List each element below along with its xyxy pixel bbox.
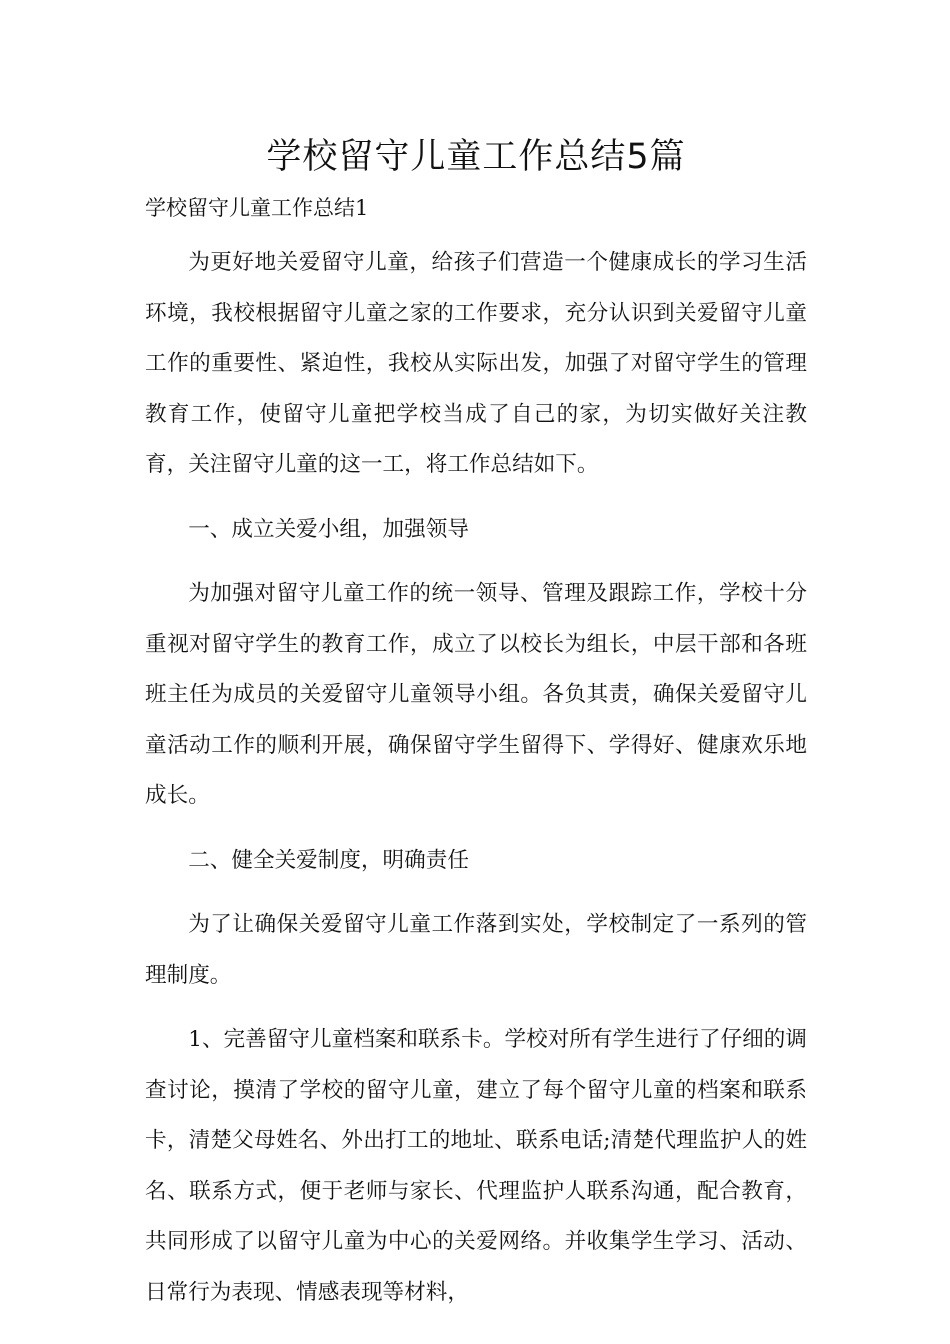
intro-paragraph: 为更好地关爱留守儿童，给孩子们营造一个健康成长的学习生活环境，我校根据留守儿童之家的工作要求，充分认识到关爱留守儿童工作的重要性、紧迫性，我校从实际出发，加强了对留守学生的管理教育工作，使留守儿童把学校当成了自己的家，为切实做好关注教育，关注留守儿童的这一工，将工作总结如下。 (145, 250, 807, 477)
item-1-paragraph: 1、完善留守儿童档案和联系卡。学校对所有学生进行了仔细的调查讨论，摸清了学校的留守儿童，建立了每个留守儿童的档案和联系卡，清楚父母姓名、外出打工的地址、联系电话;清楚代理监护人的姓名、联系方式，便于老师与家长、代理监护人联系沟通，配合教育，共同形成了以留守儿童为中心的关爱网络。并收集学生学习、活动、日常行为表现、情感表现等材料， (145, 1027, 807, 1305)
section-heading-1: 一、成立关爱小组，加强领导 (188, 516, 469, 542)
document-subtitle: 学校留守儿童工作总结1 (145, 196, 369, 220)
section-heading-2: 二、健全关爱制度，明确责任 (188, 847, 469, 873)
document-page (145, 120, 807, 1318)
section-1-paragraph: 为加强对留守儿童工作的统一领导、管理及跟踪工作，学校十分重视对留守学生的教育工作，成立了以校长为组长，中层干部和各班班主任为成员的关爱留守儿童领导小组。各负其责，确保关爱留守儿童活动工作的顺利开展，确保留守学生留得下、学得好、健康欢乐地成长。 (145, 581, 807, 808)
section-2-paragraph: 为了让确保关爱留守儿童工作落到实处，学校制定了一系列的管理制度。 (145, 912, 807, 988)
document-title: 学校留守儿童工作总结5篇 (266, 137, 686, 177)
